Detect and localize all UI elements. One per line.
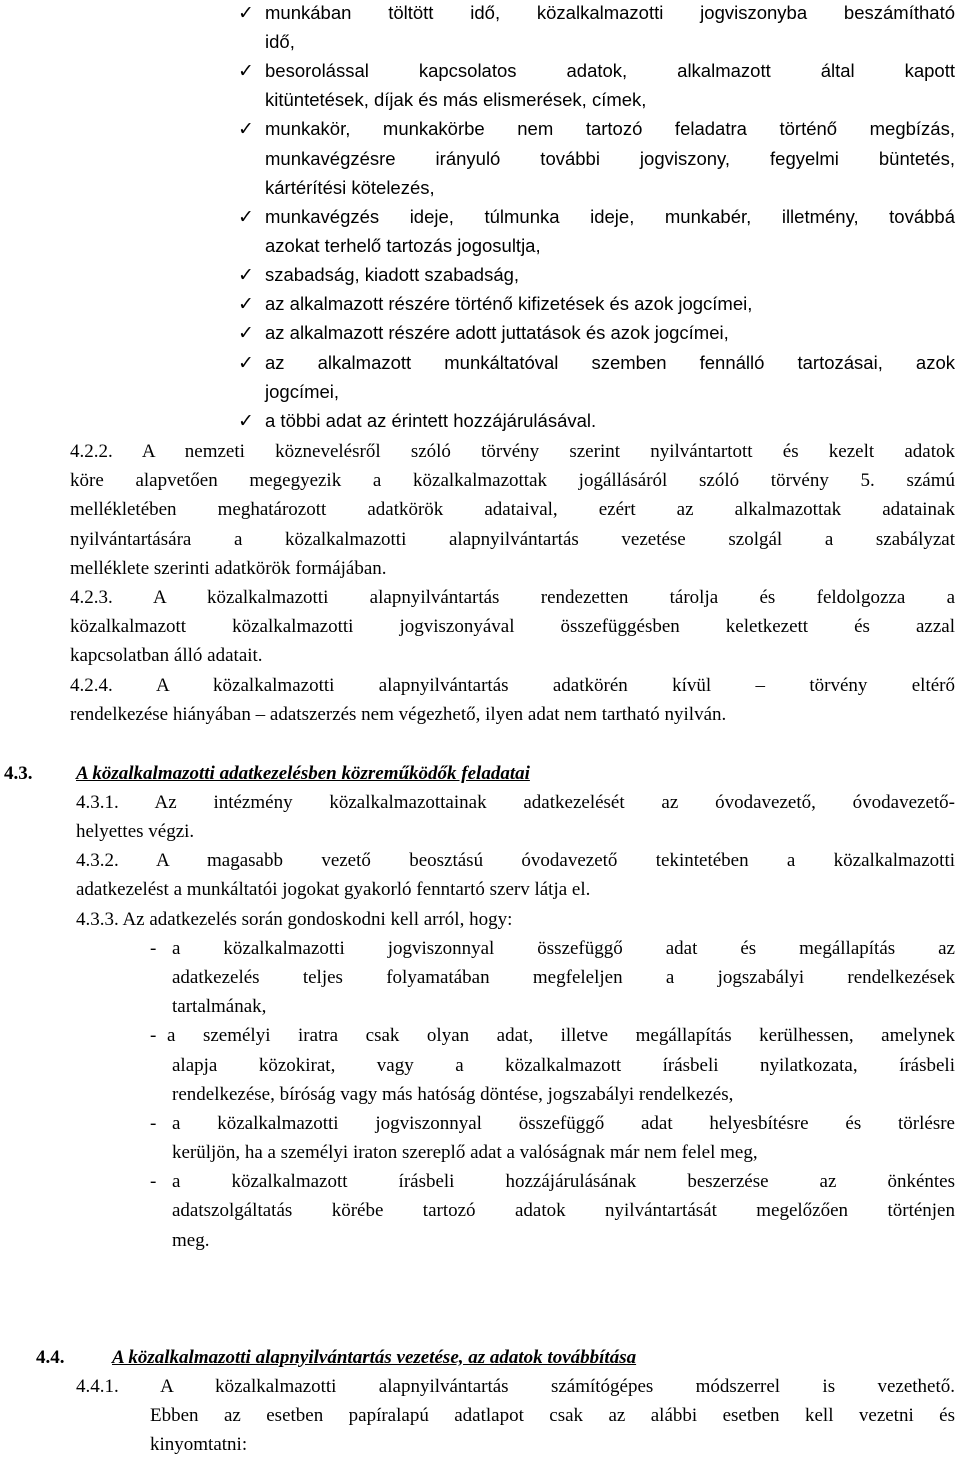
checklist-item-line: jogcímei,: [265, 381, 340, 402]
paragraph-line: köre alapvetően megegyezik a közalkalmazottak jogállásáról szóló törvény 5. számú: [70, 470, 955, 491]
checklist-item-line: munkavégzésre irányuló további jogviszony, fegyelmi büntetés,: [265, 148, 955, 169]
paragraph-line: mellékletében meghatározott adatkörök adataival, ezért az alkalmazottak adatainak: [70, 499, 955, 520]
checklist-item-line: a többi adat az érintett hozzájárulásával.: [265, 410, 597, 431]
paragraph-line: melléklete szerinti adatkörök formájában.: [70, 558, 387, 579]
checklist-item-line: idő,: [265, 31, 295, 52]
dash-bullet: -: [150, 1025, 157, 1046]
section-number: 4.4.: [36, 1347, 65, 1368]
dash-item-line: a személyi iratra csak olyan adat, illetve megállapítás kerülhessen, amelynek: [167, 1025, 955, 1046]
checkmark-icon: ✓: [238, 293, 254, 315]
checklist-item-line: az alkalmazott munkáltatóval szemben fennálló tartozásai, azok: [265, 352, 955, 373]
checkmark-icon: ✓: [238, 206, 254, 228]
paragraph-line: adatkezelést a munkáltatói jogokat gyakorló fenntartó szerv látja el.: [76, 879, 591, 900]
checklist-item-line: munkavégzés ideje, túlmunka ideje, munkabér, illetmény, továbbá: [265, 206, 955, 227]
dash-bullet: -: [150, 938, 157, 959]
checklist-item-line: kitüntetések, díjak és más elismerések, címek,: [265, 89, 647, 110]
checkmark-icon: ✓: [238, 322, 254, 344]
section-title: A közalkalmazotti adatkezelésben közreműködők feladatai: [76, 763, 530, 784]
paragraph-line: 4.3.2. A magasabb vezető beosztású óvodavezető tekintetében a közalkalmazotti: [76, 850, 955, 871]
dash-bullet: -: [150, 1113, 157, 1134]
dash-item-line: kerüljön, ha a személyi iraton szereplő adat a valóságnak már nem felel meg,: [172, 1142, 758, 1163]
paragraph-line: 4.3.1. Az intézmény közalkalmazottainak adatkezelését az óvodavezető, óvodavezető-: [76, 792, 955, 813]
paragraph-line: 4.2.3. A közalkalmazotti alapnyilvántartás rendezetten tárolja és feldolgozza a: [70, 587, 955, 608]
checklist-item-line: kártérítési kötelezés,: [265, 177, 435, 198]
paragraph-line: 4.2.2. A nemzeti köznevelésről szóló törvény szerint nyilvántartott és kezelt adatok: [70, 441, 955, 462]
checkmark-icon: ✓: [238, 60, 254, 82]
checkmark-icon: ✓: [238, 118, 254, 140]
section-title: A közalkalmazotti alapnyilvántartás vezetése, az adatok továbbítása: [112, 1347, 637, 1368]
checklist-item-line: az alkalmazott részére adott juttatások és azok jogcímei,: [265, 322, 729, 343]
paragraph-line: közalkalmazott közalkalmazotti jogviszonyával összefüggésben keletkezett és azzal: [70, 616, 955, 637]
paragraph-line: kapcsolatban álló adatait.: [70, 645, 263, 666]
checkmark-icon: ✓: [238, 2, 254, 24]
dash-item-line: a közalkalmazotti jogviszonnyal összefüggő adat és megállapítás az: [172, 938, 955, 959]
checkmark-icon: ✓: [238, 410, 254, 432]
checklist-item-line: az alkalmazott részére történő kifizetések és azok jogcímei,: [265, 293, 753, 314]
dash-item-line: adatszolgáltatás körébe tartozó adatok nyilvántartását megelőzően történjen: [172, 1200, 955, 1221]
paragraph-line: 4.4.1. A közalkalmazotti alapnyilvántartás számítógépes módszerrel is vezethető.: [76, 1376, 955, 1397]
paragraph-line: rendelkezése hiányában – adatszerzés nem végezhető, ilyen adat nem tartható nyilván.: [70, 704, 727, 725]
paragraph-line: kinyomtatni:: [150, 1434, 248, 1455]
dash-item-line: adatkezelés teljes folyamatában megfeleljen a jogszabályi rendelkezések: [172, 967, 955, 988]
paragraph-line: helyettes végzi.: [76, 821, 195, 842]
dash-item-line: rendelkezése, bíróság vagy más hatóság döntése, jogszabályi rendelkezés,: [172, 1084, 734, 1105]
checklist-item-line: besorolással kapcsolatos adatok, alkalmazott által kapott: [265, 60, 955, 81]
dash-item-line: tartalmának,: [172, 996, 267, 1017]
checklist-item-line: munkakör, munkakörbe nem tartozó feladatra történő megbízás,: [265, 118, 955, 139]
section-number: 4.3.: [4, 763, 33, 784]
paragraph-line: Ebben az esetben papíralapú adatlapot csak az alábbi esetben kell vezetni és: [150, 1405, 955, 1426]
dash-item-line: alapja közokirat, vagy a közalkalmazott írásbeli nyilatkozata, írásbeli: [172, 1055, 955, 1076]
checklist-item-line: azokat terhelő tartozás jogosultja,: [265, 235, 541, 256]
dash-item-line: meg.: [172, 1230, 210, 1251]
checklist-item-line: munkában töltött idő, közalkalmazotti jogviszonyba beszámítható: [265, 2, 955, 23]
checkmark-icon: ✓: [238, 264, 254, 286]
paragraph-line: 4.2.4. A közalkalmazotti alapnyilvántartás adatkörén kívül – törvény eltérő: [70, 675, 955, 696]
checklist-item-line: szabadság, kiadott szabadság,: [265, 264, 520, 285]
paragraph-4-3-3: 4.3.3. Az adatkezelés során gondoskodni kell arról, hogy:: [76, 909, 513, 930]
dash-item-line: a közalkalmazott írásbeli hozzájárulásának beszerzése az önkéntes: [172, 1171, 955, 1192]
dash-item-line: a közalkalmazotti jogviszonnyal összefüggő adat helyesbítésre és törlésre: [172, 1113, 955, 1134]
paragraph-line: nyilvántartására a közalkalmazotti alapnyilvántartás vezetése szolgál a szabályzat: [70, 529, 955, 550]
checkmark-icon: ✓: [238, 352, 254, 374]
dash-bullet: -: [150, 1171, 157, 1192]
